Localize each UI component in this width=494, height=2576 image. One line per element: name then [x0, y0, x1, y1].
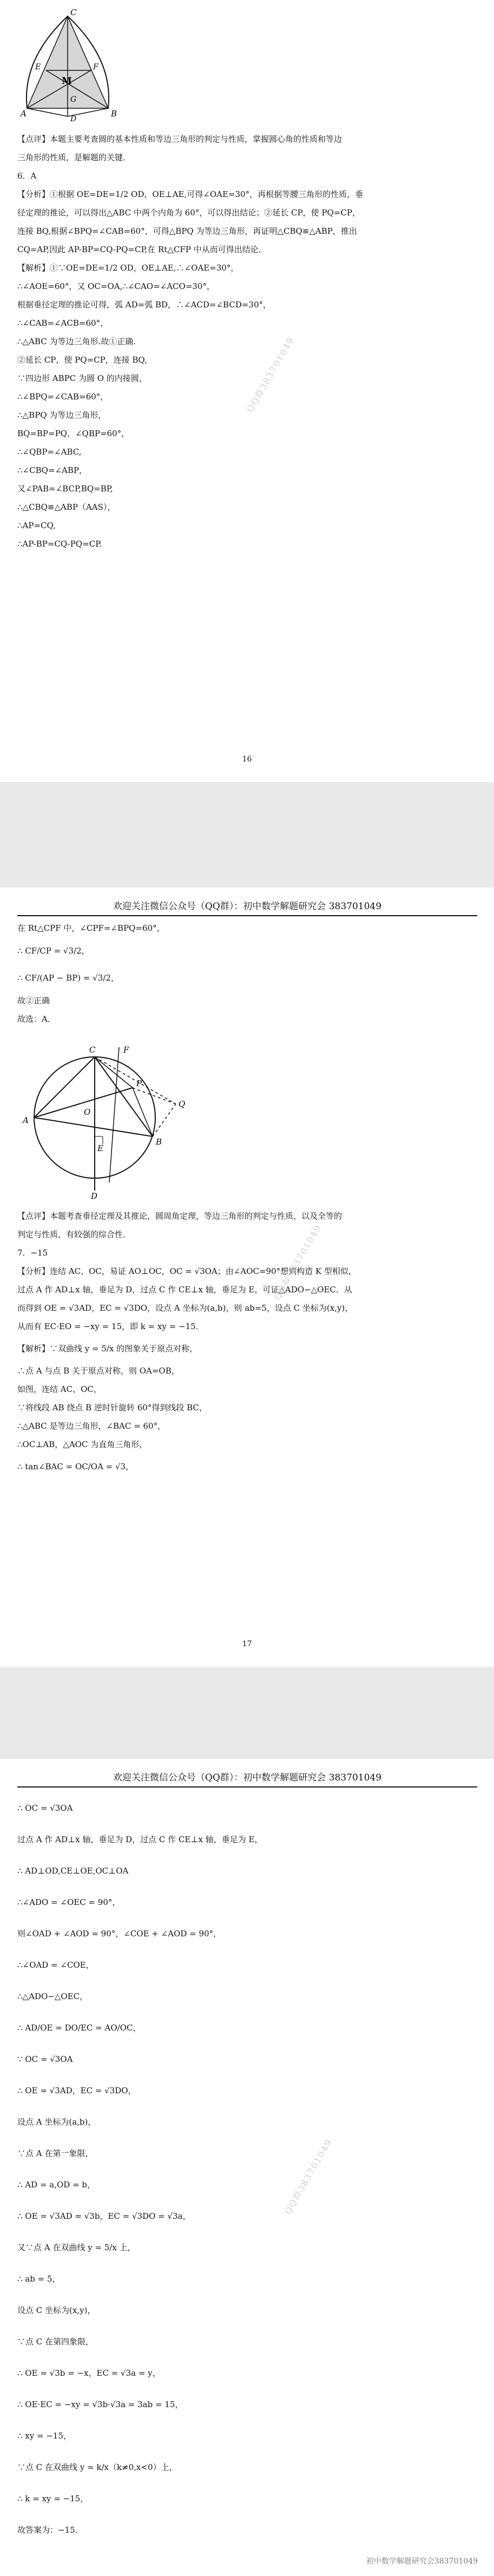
text-line: ∴ ab = 5， [17, 2274, 61, 2284]
text-line: 判定与性质，有较强的综合性． [17, 1230, 131, 1239]
text-line: ∴ CF/CP = √3/2， [17, 946, 90, 956]
figure-label: A [21, 109, 27, 119]
text-line: ∴ OE = √3b = −x，EC = √3a = y， [17, 2368, 161, 2378]
text-line: ∵点 C 在双曲线 y = k/x（k≠0,x<0）上， [17, 2462, 177, 2472]
text-line: ∴ k = xy = −15， [17, 2494, 89, 2503]
page-16-body [17, 130, 477, 553]
page-17-body-top [17, 919, 477, 1028]
text-line: CQ=AP,因此 AP-BP=CQ-PQ=CP,在 Rt△CFP 中从而可得出结论． [17, 245, 267, 254]
figure-label: C [70, 8, 77, 17]
figure-label: O [84, 1107, 91, 1117]
text-line: ∴∠OAD = ∠COE， [17, 1960, 94, 1970]
text-line: ∴ OE·EC = −xy = √3b·√3a = 3ab = 15， [17, 2400, 183, 2409]
text-line: ∴OC⊥AB，△AOC 为直角三角形， [17, 1440, 148, 1449]
text-line: 又∠PAB=∠BCP,BQ=BP, [17, 484, 113, 494]
text-line: ∵点 C 在第四象限， [17, 2337, 94, 2347]
page-gap [0, 1667, 494, 1759]
text-line: ∴AP-BP=CQ-PQ=CP. [17, 539, 102, 549]
text-line: ∴△BPQ 为等边三角形， [17, 410, 107, 420]
text-line: ∴ AD⊥OD,CE⊥OE,OC⊥OA [17, 1866, 129, 1876]
text-line: 【分析】①根据 OE=DE=1/2 OD，OE⊥AE,可得∠OAE=30°，再根据等腰三角形的性质，垂 [17, 189, 364, 199]
text-line: 径定理的推论，可以得出△ABC 中两个内角为 60°，可以得出结论；②延长 CP，使 PQ=CP， [17, 208, 360, 218]
page-18-body [17, 1792, 477, 2546]
text-line: ∴ CF/(AP − BP) = √3/2， [17, 973, 119, 983]
text-line: ∴ OC = √3OA [17, 1803, 73, 1813]
page-header: 欢迎关注微信公众号（QQ群）：初中数学解题研究会 383701049 [17, 1770, 477, 1788]
page-16 [0, 0, 494, 782]
text-line: ∵ OC = √3OA [17, 2054, 73, 2064]
text-line: ∴△ABC 为等边三角形.故①正确. [17, 337, 136, 346]
text-line: 【点评】本题考查垂径定理及其推论，圆周角定理，等边三角形的判定与性质，以及全等的 [17, 1211, 342, 1221]
figure-circle-triangle [16, 5, 135, 122]
text-line: 连接 BQ,根据∠BPQ=∠CAB=60°，可得△BPQ 为等边三角形，再证明△CBQ≌△ABP，推出 [17, 226, 357, 236]
text-line: ∴点 A 与点 B 关于原点对称，则 OA=OB， [17, 1366, 180, 1376]
text-line: ∴∠CBQ=∠ABP， [17, 465, 87, 475]
text-line: 6．A [17, 171, 37, 181]
text-line: ∴∠BPQ=∠CAB=60°， [17, 392, 109, 402]
text-line: 而得到 OE = √3AD，EC = √3DO，设点 A 坐标为(a,b)，则 ab=5，设点 C 坐标为(x,y)， [17, 1303, 353, 1313]
figure-label: D [91, 1191, 98, 1199]
text-line: ∴ OE = √3AD = √3b，EC = √3DO = √3a， [17, 2211, 191, 2221]
text-line: ∴△ADO∽△OEC， [17, 1992, 88, 2001]
text-line: 7．−15 [17, 1248, 48, 1258]
text-line: 设点 A 坐标为(a,b)， [17, 2117, 96, 2127]
figure-label: Q [179, 1099, 186, 1109]
text-line: ∵点 A 在第一象限， [17, 2148, 94, 2158]
text-line: 又∵点 A 在双曲线 y = 5/x 上， [17, 2243, 136, 2252]
figure-label: G [70, 95, 77, 104]
text-line: ∵将线段 AB 绕点 B 逆时针旋转 60°得到线段 BC， [17, 1403, 207, 1412]
figure-label: M [62, 76, 72, 87]
text-line: 【分析】连结 AC、OC，易证 AO⊥OC，OC = √3OA；由∠AOC=90°想到构造 K 型相似， [17, 1266, 357, 1276]
page-number: 16 [242, 755, 252, 764]
text-line: ∴∠QBP=∠ABC, [17, 447, 82, 457]
figure-label: C [89, 1045, 96, 1055]
page-17-body-bottom [17, 1207, 477, 1480]
text-line: 故选：A． [17, 1014, 56, 1024]
figure-label: F [93, 63, 98, 71]
text-line: ∴ AD/OE = DO/EC = AO/OC， [17, 2023, 141, 2033]
text-line: ∴ tan∠BAC = OC/OA = √3， [17, 1462, 134, 1471]
figure-circle-quadrilateral [16, 1042, 195, 1199]
text-line: ②延长 CP，使 PQ=CP，连接 BQ, [17, 355, 147, 365]
watermark: QQ群383701049 [282, 2137, 334, 2217]
text-line: 根据垂径定理的推论可得，弧 AD=弧 BD，∴∠ACD=∠BCD=30°， [17, 300, 272, 310]
footer-watermark: 初中数学解题研究会383701049 [366, 2557, 478, 2566]
watermark: QQ群383701049 [272, 1222, 324, 1302]
text-line: 从而有 EC·EO = −xy = 15，即 k = xy = −15． [17, 1322, 204, 1331]
text-line: 过点 A 作 AD⊥x 轴，垂足为 D，过点 C 作 CE⊥x 轴，垂足为 E，可证△ADO∽△OEC．从 [17, 1285, 352, 1294]
text-line: 如图，连结 AC、OC， [17, 1384, 102, 1394]
text-line: 三角形的性质，是解题的关键． [17, 153, 131, 162]
figure-label: B [111, 109, 117, 119]
text-line: ∴ AD = a,OD = b， [17, 2180, 96, 2190]
page-header: 欢迎关注微信公众号（QQ群）：初中数学解题研究会 383701049 [17, 898, 477, 916]
page-gap [0, 782, 494, 888]
text-line: ∴ xy = −15， [17, 2431, 72, 2441]
figure-label: D [70, 115, 77, 122]
page-number: 17 [242, 1640, 252, 1648]
text-line: ∴∠ADO = ∠OEC = 90°， [17, 1897, 121, 1907]
figure-label: B [156, 1137, 162, 1147]
text-line: BQ=BP=PQ，∠QBP=60°， [17, 429, 130, 438]
text-line: 设点 C 坐标为(x,y)， [17, 2305, 96, 2315]
watermark: QQ群383701049 [245, 334, 297, 415]
page-18 [0, 1759, 494, 2576]
text-line: 【解析】①∵OE=DE=1/2 OD，OE⊥AE,∴∠OAE=30°， [17, 263, 239, 273]
figure-label: P [136, 1079, 142, 1088]
text-line: ∴△ABC 是等边三角形，∠BAC = 60°， [17, 1421, 166, 1431]
figure-label: E [35, 63, 41, 71]
text-line: ∴△CBQ≌△ABP（AAS）， [17, 502, 116, 512]
text-line: 过点 A 作 AD⊥x 轴，垂足为 D，过点 C 作 CE⊥x 轴，垂足为 E， [17, 1835, 263, 1844]
text-line: 故答案为：−15． [17, 2525, 83, 2535]
text-line: 故②正确 [17, 996, 50, 1006]
text-line: ∴ OE = √3AD，EC = √3DO， [17, 2086, 136, 2095]
text-line: ∴∠CAB=∠ACB=60°， [17, 318, 109, 328]
text-line: ∴∠AOE=60°，又 OC=OA,∴∠CAO=∠ACO=30°， [17, 281, 215, 291]
text-line: 在 Rt△CPF 中，∠CPF=∠BPQ=60°， [17, 923, 165, 933]
text-line: 【解析】∵双曲线 y = 5/x 的图象关于原点对称， [17, 1344, 198, 1353]
figure-label: A [23, 1115, 29, 1125]
text-line: ∴AP=CQ, [17, 521, 56, 530]
page-17 [0, 888, 494, 1667]
text-line: ∵四边形 ABPC 为圆 O 的内接圆， [17, 373, 147, 383]
text-line: 则∠OAD + ∠AOD = 90°，∠COE + ∠AOD = 90°， [17, 1929, 222, 1938]
text-line: 【点评】本题主要考查圆的基本性质和等边三角形的判定与性质，掌握圆心角的性质和等边 [17, 134, 342, 144]
figure-label: E [97, 1144, 103, 1153]
figure-label: F [123, 1045, 129, 1055]
